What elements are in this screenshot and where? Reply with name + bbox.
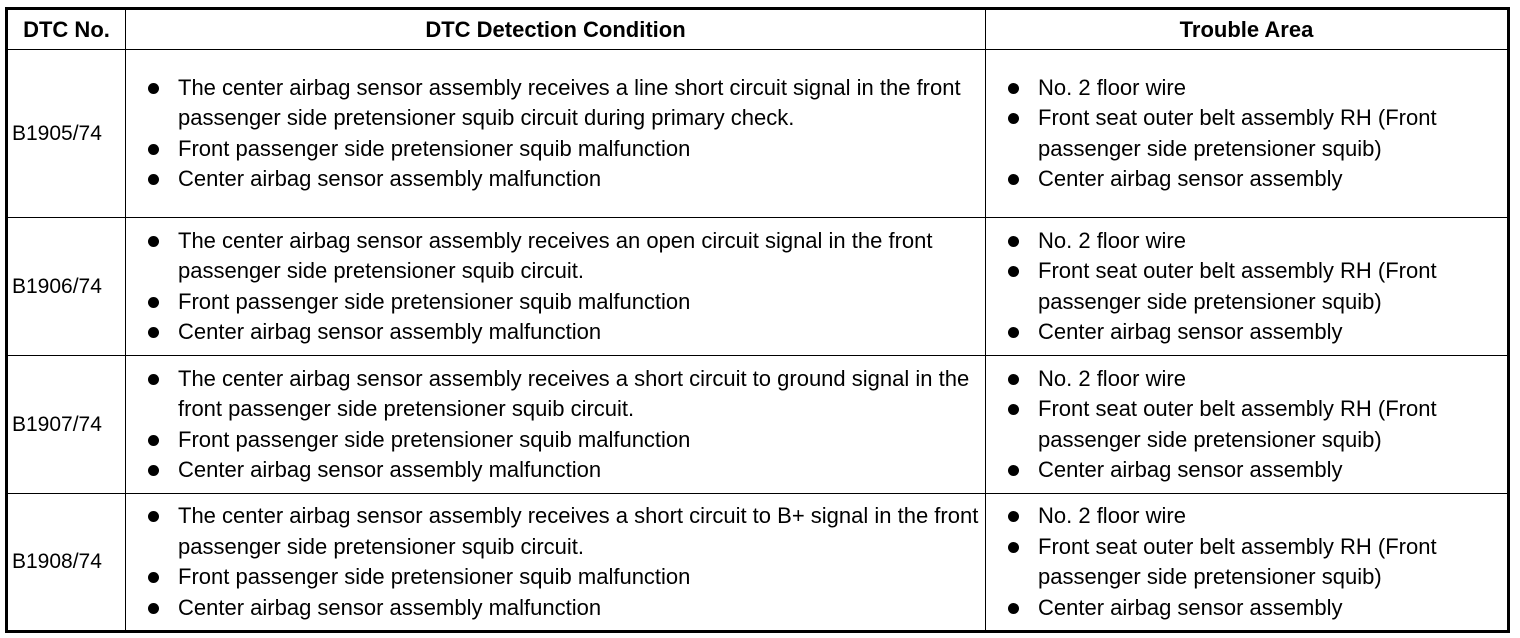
list-item: Center airbag sensor assembly <box>986 455 1507 486</box>
list-item: Front passenger side pretensioner squib malfunction <box>126 562 985 593</box>
list-item: The center airbag sensor assembly receives a short circuit to ground signal in the front passenger side pretensioner squib circuit. <box>126 364 985 425</box>
list-item: Center airbag sensor assembly malfunction <box>126 317 985 348</box>
trouble-area-cell <box>986 50 1509 218</box>
condition-cell <box>126 218 986 356</box>
list-item: Front seat outer belt assembly RH (Front passenger side pretensioner squib) <box>986 103 1507 164</box>
list-item: Center airbag sensor assembly <box>986 164 1507 195</box>
trouble-list <box>986 73 1507 195</box>
list-item: No. 2 floor wire <box>986 226 1507 257</box>
trouble-list <box>986 501 1507 623</box>
table-row <box>7 50 1509 218</box>
dtc-code-cell: B1905/74 <box>7 50 126 218</box>
list-item: Center airbag sensor assembly <box>986 317 1507 348</box>
list-item: Front passenger side pretensioner squib malfunction <box>126 287 985 318</box>
trouble-area-cell <box>986 356 1509 494</box>
list-item: No. 2 floor wire <box>986 501 1507 532</box>
table-row <box>7 356 1509 494</box>
list-item: No. 2 floor wire <box>986 364 1507 395</box>
header-trouble-area: Trouble Area <box>986 9 1509 50</box>
list-item: The center airbag sensor assembly receives an open circuit signal in the front passenger side pretensioner squib circuit. <box>126 226 985 287</box>
dtc-code-cell: B1906/74 <box>7 218 126 356</box>
list-item: Front seat outer belt assembly RH (Front passenger side pretensioner squib) <box>986 532 1507 593</box>
header-dtc-no: DTC No. <box>7 9 126 50</box>
header-detection-condition: DTC Detection Condition <box>126 9 986 50</box>
condition-cell <box>126 356 986 494</box>
list-item: Center airbag sensor assembly malfunction <box>126 164 985 195</box>
list-item: Front passenger side pretensioner squib malfunction <box>126 134 985 165</box>
condition-cell <box>126 50 986 218</box>
list-item: Front seat outer belt assembly RH (Front passenger side pretensioner squib) <box>986 256 1507 317</box>
table-row <box>7 494 1509 632</box>
trouble-list <box>986 364 1507 486</box>
trouble-area-cell <box>986 494 1509 632</box>
dtc-code-cell: B1908/74 <box>7 494 126 632</box>
list-item: The center airbag sensor assembly receives a short circuit to B+ signal in the front passenger side pretensioner squib circuit. <box>126 501 985 562</box>
condition-cell <box>126 494 986 632</box>
list-item: Center airbag sensor assembly malfunction <box>126 455 985 486</box>
dtc-code-cell: B1907/74 <box>7 356 126 494</box>
dtc-table <box>5 7 1510 633</box>
condition-list <box>126 364 985 486</box>
list-item: No. 2 floor wire <box>986 73 1507 104</box>
condition-list <box>126 501 985 623</box>
table-row <box>7 218 1509 356</box>
list-item: The center airbag sensor assembly receives a line short circuit signal in the front passenger side pretensioner squib circuit during primary check. <box>126 73 985 134</box>
trouble-list <box>986 226 1507 348</box>
list-item: Center airbag sensor assembly malfunction <box>126 593 985 624</box>
trouble-area-cell <box>986 218 1509 356</box>
list-item: Front passenger side pretensioner squib malfunction <box>126 425 985 456</box>
header-row <box>7 9 1509 50</box>
condition-list <box>126 226 985 348</box>
list-item: Front seat outer belt assembly RH (Front passenger side pretensioner squib) <box>986 394 1507 455</box>
condition-list <box>126 73 985 195</box>
list-item: Center airbag sensor assembly <box>986 593 1507 624</box>
